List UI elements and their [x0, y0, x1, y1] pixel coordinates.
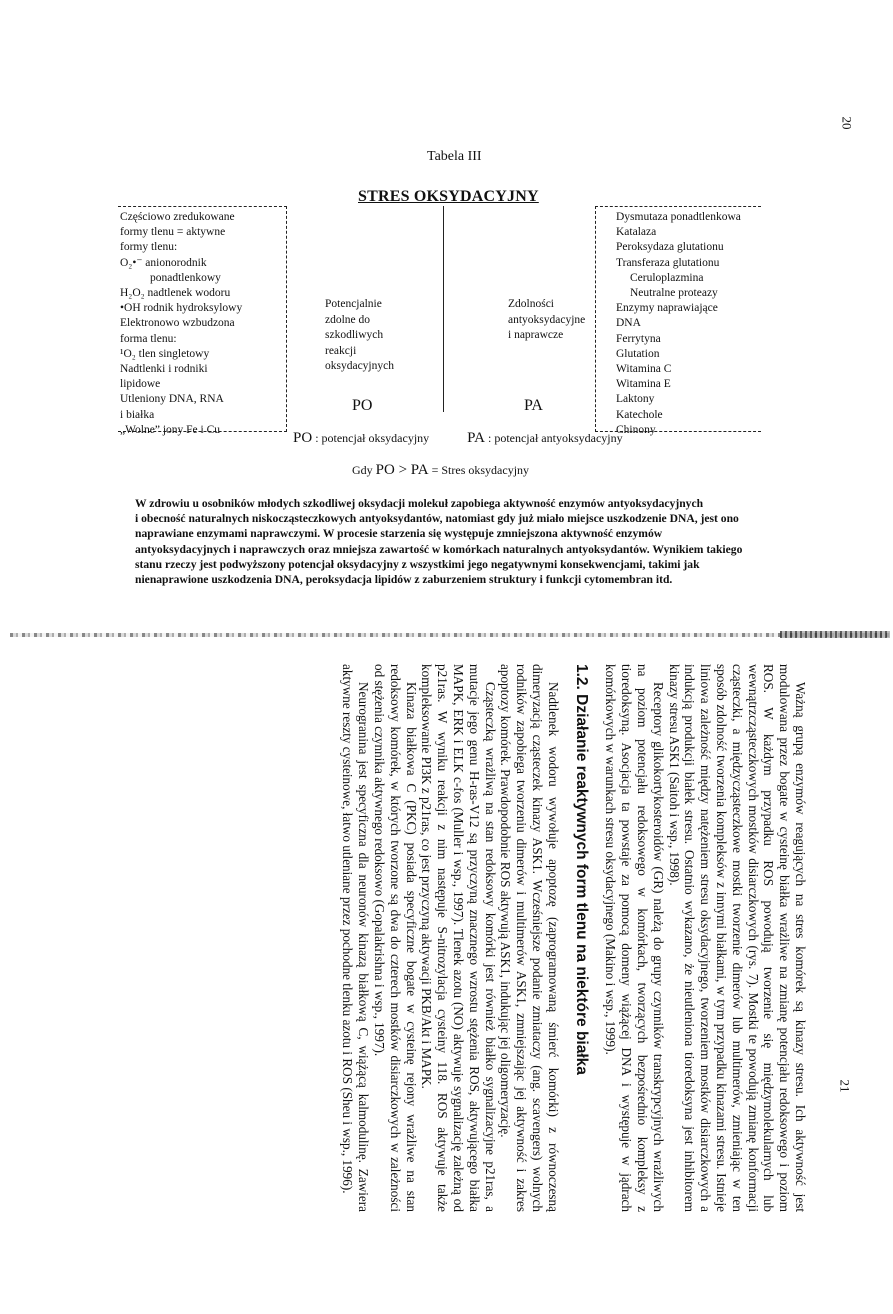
po-symbol: PO [352, 397, 373, 414]
antioxidant-item: Katechole [616, 408, 663, 421]
description-line: nienaprawione uszkodzenia DNA, peroksydacja lipidów z zaburzeniem struktury i funkcji cytomembran itd. [135, 573, 673, 587]
antioxidant-item: DNA [616, 317, 641, 330]
pa-line: antyoksydacyjne [508, 313, 586, 326]
oxidant-item: „Wolne” jony Fe i Cu [120, 423, 221, 436]
article-body [168, 664, 808, 1212]
oxidant-item: i białka [120, 408, 155, 421]
antioxidant-item: Laktony [616, 393, 655, 406]
antioxidants-box [595, 206, 761, 436]
pa-symbol: PA [524, 397, 543, 414]
paragraph: Nadtlenek wodoru wywołuje apoptozę (zaprogramowaną śmierć komórki) z równoczesną dimeryzacją cząsteczek kinazy ASK1. Wcześniejsze podanie zmiataczy (ang. scavengers) wolnych rodników zapobiega tworzeniu dimerów i multimerów ASK1, zmniejszając jej aktywność i zakres apoptozy komórek. Prawdopodobnie ROS aktywują ASK1, indukując jej oligomeryzację. [498, 664, 561, 1212]
antioxidant-item: Glutation [616, 347, 660, 360]
oxidant-item: ponadtlenkowy [150, 271, 221, 284]
po-line: reakcji [325, 344, 357, 357]
figure-title: STRES OKSYDACYJNY [358, 188, 539, 205]
condition-formula-text: PO > PA [375, 462, 429, 478]
page-number-top: 20 [839, 116, 855, 130]
pa-line: i naprawcze [508, 329, 564, 341]
po-line: oksydacyjnych [325, 360, 394, 372]
oxidant-item: formy tlenu: [120, 241, 178, 254]
description-line: antyoksydacyjnych i naprawczych oraz mniejsza zawartość w komórkach naturalnych antyoksydantów. Wynikiem takiego [135, 542, 743, 556]
condition-suffix: = Stres oksydacyjny [431, 463, 530, 477]
paragraph: Receptory glikokortykosteroidów (GR) należą do grupy czynników transkrypcyjnych wrażliwych na poziom potencjału redoksowego w komórkach, tworzących bezpośrednio kompleksy z tioredoksyną. Asocjacja ta powstaje za pomocą domeny wiążącej DNA i występuje w jądrach komórkowych w warunkach stresu oksydacyjnego (Makino i wsp., 1999). [603, 664, 666, 1212]
oxidant-item: Elektronowo wzbudzona [120, 317, 235, 330]
antioxidant-item: Transferaza glutationu [616, 256, 720, 269]
legend-po-text: : potencjał oksydacyjny [315, 431, 430, 445]
condition-formula [352, 462, 529, 479]
oxidant-item: Nadtlenki i rodniki [120, 363, 208, 376]
rotated-page-21 [160, 664, 808, 1314]
oxidant-item: forma tlenu: [120, 332, 177, 345]
po-line: Potencjalnie [325, 298, 382, 310]
condition-prefix: Gdy [352, 463, 373, 477]
page-gutter-divider [10, 633, 890, 637]
oxidant-item: H₂O₂ nadtlenek wodoru [120, 287, 231, 300]
oxidant-item: •OH rodnik hydroksylowy [120, 302, 243, 315]
paragraph: Neurogranina jest specyficzna dla neuronów kinazą białkową C, wiążącą kalmodulinę. Zawiera aktywne reszty cysteinowe, łatwo utleniane przez pochodne tlenku azotu i ROS (Sheu i wsp., 1996). [340, 664, 372, 1212]
oxidants-box [118, 206, 287, 436]
antioxidant-item: Witamina E [616, 378, 671, 391]
description-line: W zdrowiu u osobników młodych szkodliwej oksydacji molekuł zapobiega aktywność enzymów antyoksydacyjnych [135, 497, 704, 510]
legend-pa-text: : potencjał antyoksydacyjny [487, 431, 623, 445]
center-divider-line [443, 206, 444, 412]
po-line: zdolne do [325, 313, 371, 326]
oxidant-item: formy tlenu = aktywne [120, 226, 226, 239]
antioxidant-item: Ceruloplazmina [630, 271, 704, 284]
oxidant-item: ¹O₂ tlen singletowy [120, 347, 210, 360]
legend [293, 430, 623, 447]
paragraph: Kinaza białkowa C (PKC) posiada specyficzne bogate w cysteinę rejony wrażliwe na stan redoksowy komórek, w których tworzone są dwa do czterech mostków disiarczkowych w zależności od stężenia czynnika aktywnego redoksowo (Gopalakrishna i wsp., 1997). [372, 664, 419, 1212]
oxidant-item: Częściowo zredukowane [120, 211, 235, 223]
table-caption: Tabela III [427, 149, 482, 164]
antioxidant-item: Peroksydaza glutationu [616, 241, 724, 254]
paragraph: Cząsteczką wrażliwą na stan redoksowy komórki jest również białko sygnalizacyjne p21ras, a mutacje jego genu H-ras-V12 są przyczyną znacznego wzrostu stężenia ROS, aktywującego białka MAPK, ERK i ELK c-fos (Muller i wsp., 1997). Tlenek azotu (NO) aktywuje sygnalizację zależną od p21ras. W wyniku reakcji z nim następuje S-nitrozylacja cysteiny 118. ROS aktywuje także kompleksowanie PI3K z p21ras, co jest przyczyną aktywacji PKB/Akt i MAPK. [419, 664, 498, 1212]
description-line: i obecność naturalnych niskocząsteczkowych antyoksydantów, natomiast gdy już miało miejsce uszkodzenie DNA, jest ono [135, 512, 739, 526]
antioxidant-item: Ferrytyna [616, 332, 661, 345]
pa-line: Zdolności [508, 298, 554, 310]
page-gutter-divider-dark [780, 631, 890, 638]
po-line: szkodliwych [325, 329, 384, 341]
page-number-bottom: 21 [837, 1079, 853, 1093]
antioxidant-item: Enzymy naprawiające [616, 302, 718, 315]
section-heading: 1.2. Działanie reaktywnych form tlenu na niektóre białka [572, 664, 590, 1075]
paragraph: Ważną grupą enzymów reagujących na stres komórek są kinazy stresu. Ich aktywność jest modulowana przez bogate w cysteinę białka wrażliwe na zmianę potencjału redoksowego i poziom ROS. W każdym przypadku ROS powodują tworzenie się międzymolekularnych lub wewnątrzcząsteczkowych mostków disiarczkowych (rys. 7). Mostki te powodują zmianę konformacji cząsteczki, a międzycząsteczkowe mostki tworzenie dimerów lub multimerów, zmieniając w ten sposób zdolność tworzenia kompleksów z innymi białkami, w tym przypadku kinazami stresu. Istnieje liniowa zależność między natężeniem stresu oksydacyjnego, tworzeniem mostków disiarczkowych a indukcją produkcji białek stresu. Ostatnio wykazano, że nieutleniona tioredoksyna jest inhibitorem kinazy stresu ASK1 (Saitoh i wsp., 1998). [666, 664, 808, 1212]
oxidant-item: Utleniony DNA, RNA [120, 393, 224, 406]
antioxidant-item: Katalaza [616, 226, 657, 239]
antioxidant-item: Witamina C [616, 363, 672, 376]
legend-po-abbr: PO [293, 430, 313, 446]
legend-pa-abbr: PA [467, 430, 485, 446]
antioxidant-item: Chinony [616, 423, 656, 436]
description-line: naprawiane enzymami naprawczymi. W procesie starzenia się występuje zmniejszona aktywność enzymów [135, 527, 663, 541]
oxidant-item: O₂•⁻ anionorodnik [120, 256, 207, 269]
pa-description [508, 297, 585, 344]
antioxidant-item: Dysmutaza ponadtlenkowa [616, 211, 741, 223]
antioxidant-item: Neutralne proteazy [630, 287, 718, 300]
oxidant-item: lipidowe [120, 378, 161, 391]
figure-description [135, 496, 760, 587]
po-description [325, 297, 394, 375]
description-line: stanu rzeczy jest podwyższony potencjał oksydacyjny z wszystkimi jego negatywnymi konsekwencjami, takimi jak [135, 557, 700, 571]
